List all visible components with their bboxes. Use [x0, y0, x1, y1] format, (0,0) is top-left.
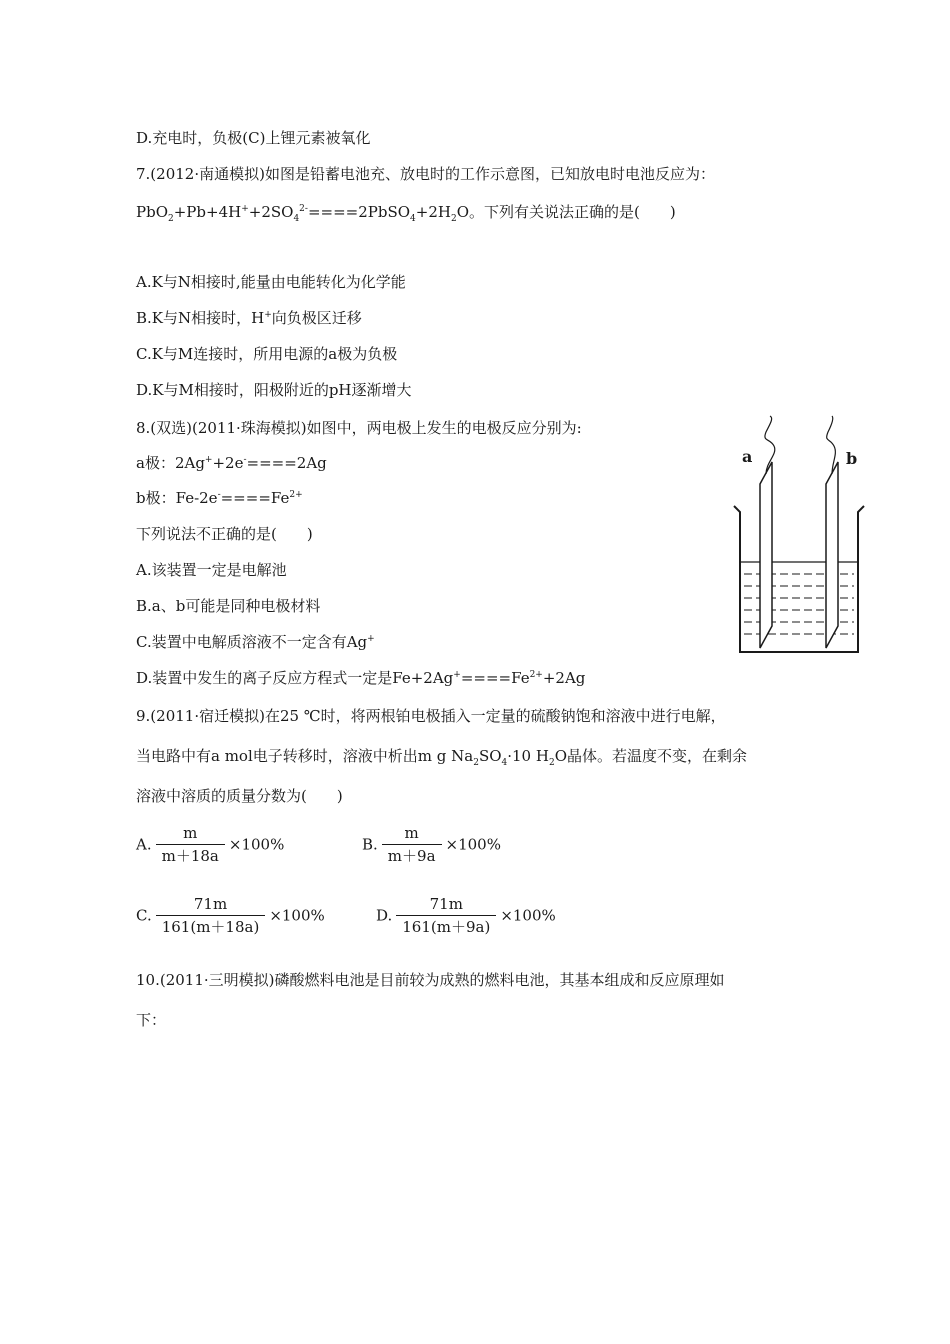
q9-option-c: C. $\frac{71m}{161(m+18a)}$ ×100%	[136, 895, 325, 936]
q8-electrode-b-equation: b极：$Fe-2e^-====Fe^{2+}$	[136, 489, 303, 507]
q7-option-b: B.K与N相接时，H+向负极区迁移	[136, 309, 362, 327]
fraction-numerator: m	[382, 822, 442, 845]
q8-option-d: D.装置中发生的离子反应方程式一定是$Fe+2Ag^+====Fe^{2+}+2Ag$	[136, 669, 586, 687]
q10-line-1: 10.(2011·三明模拟)磷酸燃料电池是目前较为成熟的燃料电池，其基本组成和反应原理如	[136, 971, 725, 989]
q7-equation: $PbO_2+Pb+4H^++2SO_4^{2-}====2PbSO_4+2H_2O$。下列有关说法正确的是( )	[136, 203, 676, 224]
fraction-numerator: 71m	[396, 893, 496, 916]
fraction-denominator: 161(m＋9a)	[402, 918, 491, 936]
electrode-b-label: b	[846, 449, 858, 468]
wire-b	[827, 416, 836, 474]
electrode-a-label: a	[742, 447, 753, 466]
q8-question: 下列说法不正确的是( )	[136, 525, 313, 543]
fraction-numerator: m	[156, 822, 225, 845]
q7-stem: 7.(2012·南通模拟)如图是铅蓄电池充、放电时的工作示意图，已知放电时电池反应为：	[136, 165, 715, 183]
q8-option-b: B.a、b可能是同种电极材料	[136, 597, 321, 615]
fraction-denominator: 161(m＋18a)	[161, 918, 260, 936]
beaker-outline	[734, 506, 864, 652]
q9-line-1: 9.(2011·宿迁模拟)在25 ℃时，将两根铂电极插入一定量的硫酸钠饱和溶液中进行电解，	[136, 707, 726, 725]
q9-line-3: 溶液中溶质的质量分数为( )	[136, 787, 343, 805]
electrode-b	[826, 462, 838, 648]
q8-option-a: A.该装置一定是电解池	[136, 561, 287, 579]
q8-option-c: C.装置中电解质溶液不一定含有Ag+	[136, 633, 375, 651]
q7-option-d: D.K与M相接时，阳极附近的pH逐渐增大	[136, 381, 412, 399]
q10-line-2: 下：	[136, 1011, 167, 1029]
q6-option-d: D.充电时，负极(C)上锂元素被氧化	[136, 129, 371, 147]
fraction-numerator: 71m	[156, 893, 266, 916]
q9-option-b: B. $\frac{m}{m+9a}$ ×100%	[362, 824, 501, 865]
q8-stem: 8.(双选)(2011·珠海模拟)如图中，两电极上发生的电极反应分别为:	[136, 419, 582, 437]
electrode-a	[760, 462, 772, 648]
q7-option-c: C.K与M连接时，所用电源的a极为负极	[136, 345, 398, 363]
fraction-denominator: m＋18a	[161, 847, 219, 865]
q8-electrode-a-equation: a极：2Ag++2e-====2Ag	[136, 454, 327, 472]
q7-option-a: A.K与N相接时,能量由电能转化为化学能	[136, 273, 406, 291]
q9-line-2: 当电路中有a mol电子转移时，溶液中析出m g $Na_2SO_4\cdot 10$ $H_2O$晶体。若温度不变，在剩余	[136, 747, 748, 768]
q9-option-a: A. $\frac{m}{m+18a}$ ×100%	[136, 824, 285, 865]
electrolysis-beaker-figure	[730, 412, 870, 662]
q9-option-d: D. $\frac{71m}{161(m+9a)}$ ×100%	[376, 895, 556, 936]
fraction-denominator: m＋9a	[387, 847, 436, 865]
